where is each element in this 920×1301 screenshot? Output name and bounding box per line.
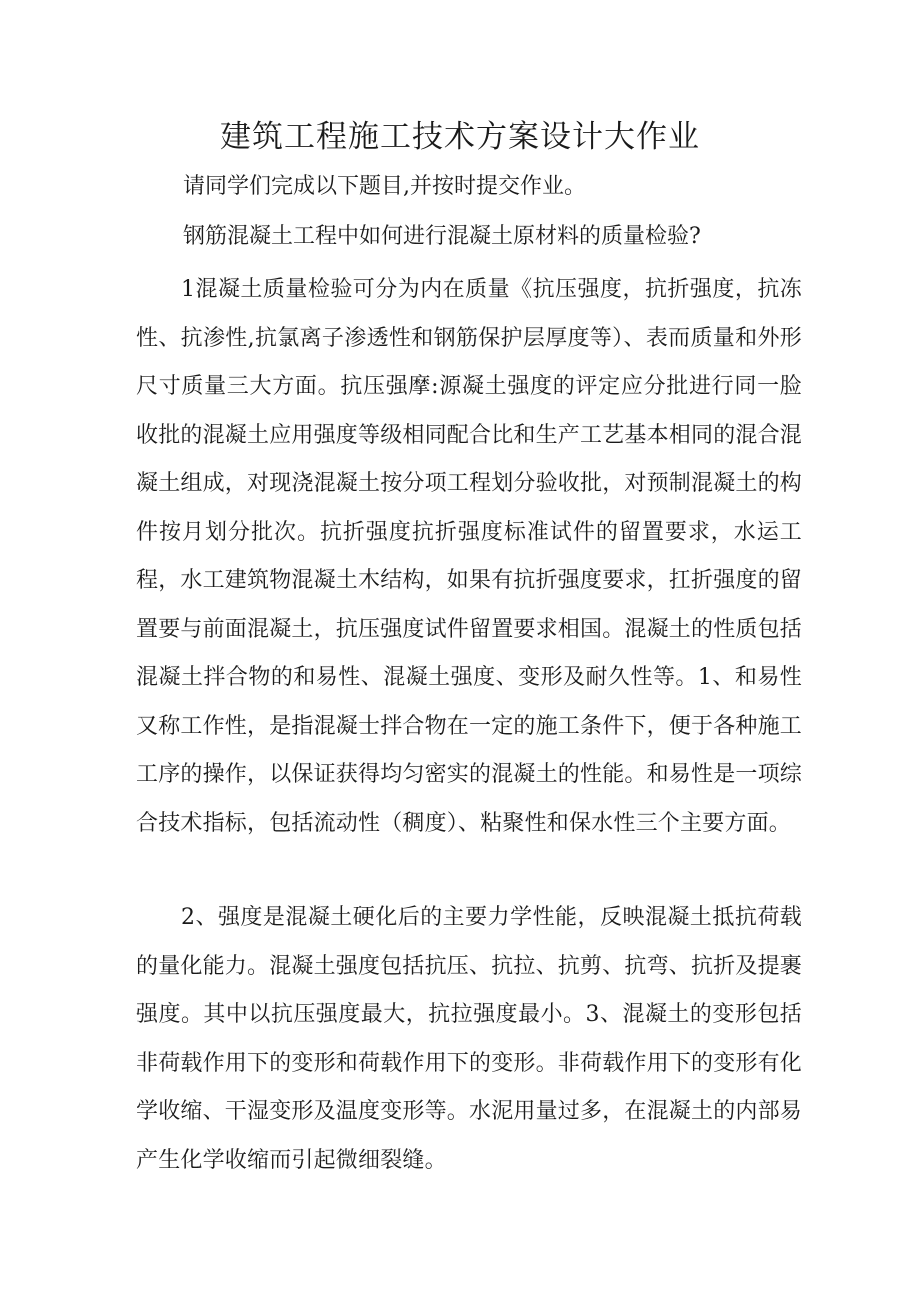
assignment-instruction: 请同学们完成以下题目,并按时提交作业。 [183,174,586,199]
answer-paragraph-2: 2、强度是混凝土硬化后的主要力学性能，反映混凝土抵抗荷载的量化能力。混凝土强度包括抗压、抗拉、抗剪、抗弯、抗折及提裹强度。其中以抗压强度最大，抗拉强度最小。3、混凝土的变形包括非荷载作用下的变形和荷载作用下的变形。非荷载作用下的变形有化学收缩、干湿变形及温度变形等。水泥用量过多，在混凝土的内部易产生化学收缩而引起微细裂缝。 [136,905,803,1173]
assignment-question: 钢筋混凝土工程中如何进行混凝土原材料的质量检验? [183,224,701,249]
document-title: 建筑工程施工技术方案设计大作业 [220,119,700,155]
answer-paragraph-1: 1混凝土质量检验可分为内在质量《抗压强度，抗折强度，抗冻性、抗渗性,抗氯离子渗透性和钢筋保护层厚度等）、表而质量和外形尺寸质量三大方面。抗压强摩:源凝土强度的评定应分批进行同一脸收批的混凝土应用强度等级相同配合比和生产工艺基本相同的混合混凝土组成，对现浇混凝土按分项工程划分验收批，对预制混凝土的构件按月划分批次。抗折强度抗折强度标准试件的留置要求，水运工程，水工建筑物混凝土木结构，如果有抗折强度要求，扛折强度的留置要与前面混凝土，抗压强度试件留置要求相国。混凝土的性质包括混凝土拌合物的和易性、混凝土强度、变形及耐久性等。1、和易性又称工作性，是指混凝士拌合物在一定的施工条件下，便于各种施工工序的操作，以保证获得均匀密实的混凝土的性能。和易性是一项综合技术指标，包括流动性（稠度）、粘聚性和保水性三个主要方面。 [136,277,803,836]
